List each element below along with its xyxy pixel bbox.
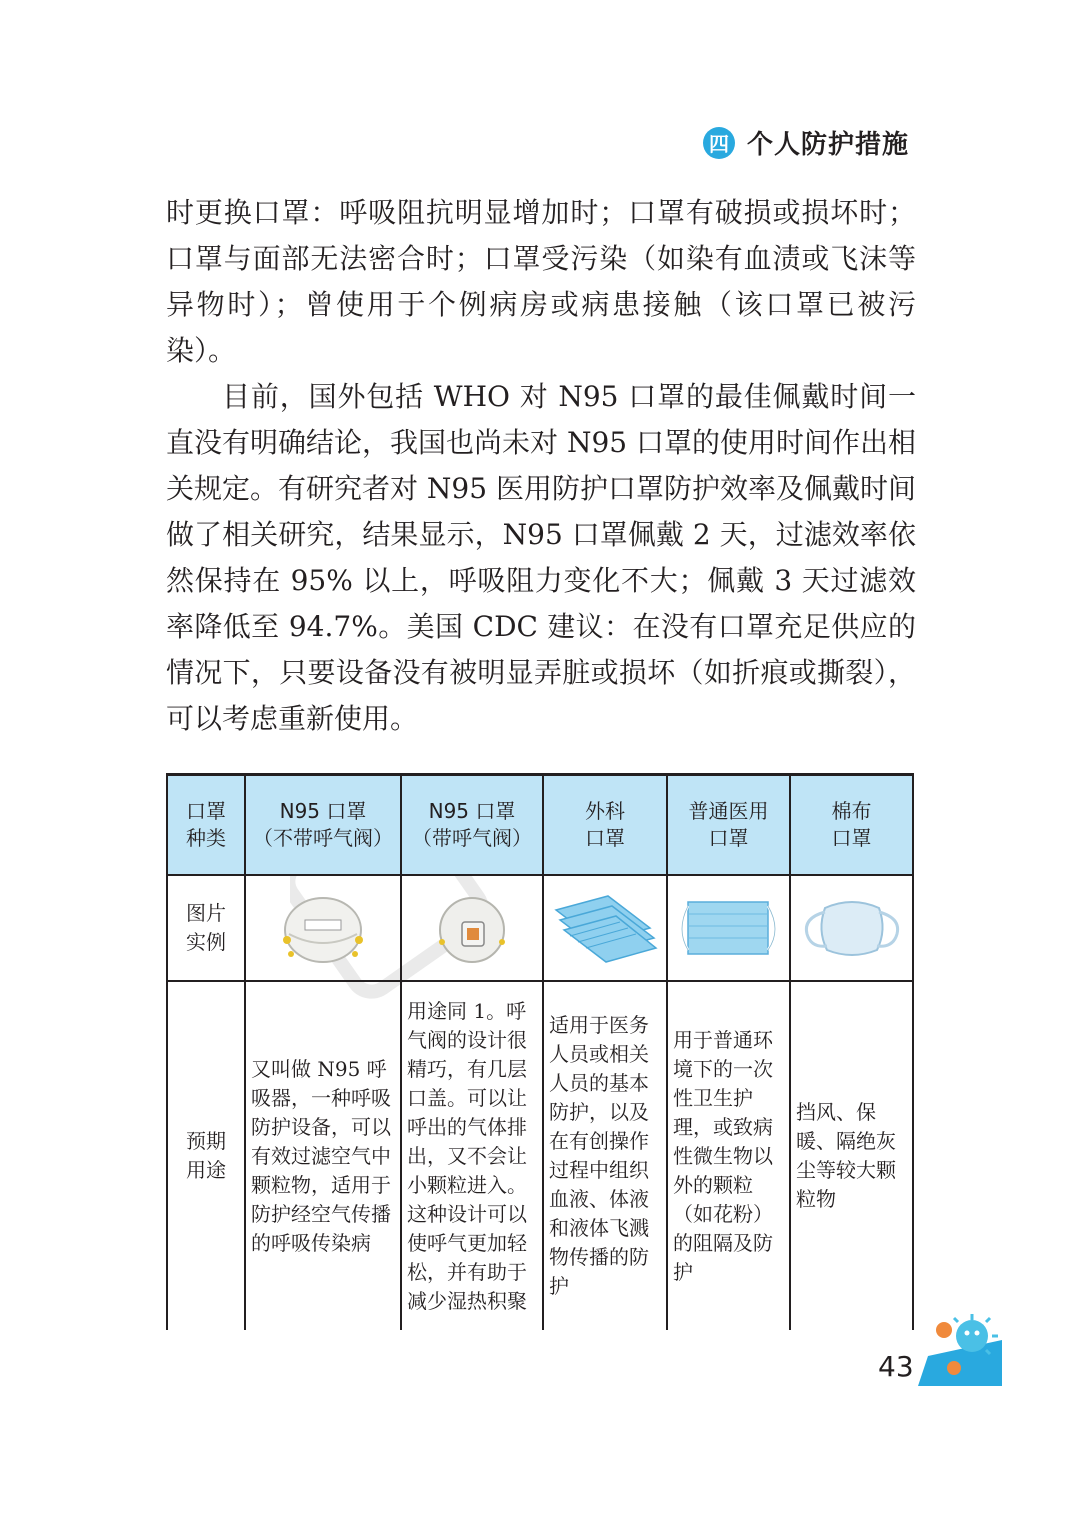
image-cell	[245, 875, 401, 981]
use-cell: 适用于医务人员或相关人员的基本防护，以及在有创操作过程中组织血液、体液和液体飞溅物传播的防护	[543, 981, 667, 1330]
row-label-use: 预期 用途	[167, 981, 245, 1330]
use-cell: 挡风、保暖、隔绝灰尘等较大颗粒物	[790, 981, 913, 1330]
column-header: N95 口罩 （带呼气阀）	[401, 775, 543, 876]
row-label-image: 图片 实例	[167, 875, 245, 981]
paragraph-2: 目前，国外包括 WHO 对 N95 口罩的最佳佩戴时间一直没有明确结论，我国也尚未对 N95 口罩的使用时间作出相关规定。有研究者对 N95 医用防护口罩防护效率及佩戴时间做了相关研究，结果显示，N95 口罩佩戴 2 天，过滤效率依然保持在 95% 以上，呼吸阻力变化不大；佩戴 3 天过滤效率降低至 94.7%。美国 CDC 建议：在没有口罩充足供应的情况下，只要设备没有被明显弄脏或损坏（如折痕或撕裂），可以考虑重新使用。	[166, 380, 916, 735]
column-header: N95 口罩 （不带呼气阀）	[245, 775, 401, 876]
surgical-mask-stack-icon	[550, 890, 660, 966]
use-cell: 用途同 1。呼气阀的设计很精巧，有几层口盖。可以让呼出的气体排出，又不会让小颗粒进入。这种设计可以使呼气更加轻松，并有助于减少湿热积聚	[401, 981, 543, 1330]
cotton-mask-icon	[797, 890, 907, 966]
page-number: 43	[878, 1350, 914, 1383]
chapter-number-badge: 四	[703, 127, 735, 159]
chapter-title: 个人防护措施	[747, 130, 910, 160]
table-header-row	[167, 775, 913, 876]
use-cell: 用于普通环境下的一次性卫生护理，或致病性微生物以外的颗粒（如花粉）的阻隔及防护	[667, 981, 790, 1330]
image-cell	[401, 875, 543, 981]
n95-mask-no-valve-icon	[275, 890, 371, 966]
mask-comparison-table	[166, 773, 914, 1330]
column-header: 棉布 口罩	[790, 775, 913, 876]
image-cell	[790, 875, 913, 981]
table-image-row	[167, 875, 913, 981]
paragraph-1: 时更换口罩：呼吸阻抗明显增加时；口罩有破损或损坏时；口罩与面部无法密合时；口罩受污染（如染有血渍或飞沫等异物时）；曾使用于个例病房或病患接触（该口罩已被污染）。	[166, 196, 916, 367]
medical-mask-icon	[676, 890, 782, 966]
column-header: 外科 口罩	[543, 775, 667, 876]
virus-page-corner-icon	[918, 1310, 1002, 1386]
row-label-type: 口罩 种类	[167, 775, 245, 876]
use-cell: 又叫做 N95 呼吸器，一种呼吸防护设备，可以有效过滤空气中颗粒物，适用于防护经空气传播的呼吸传染病	[245, 981, 401, 1330]
image-cell	[667, 875, 790, 981]
chapter-header	[703, 124, 909, 161]
table-use-row	[167, 981, 913, 1330]
body-text	[166, 190, 916, 742]
image-cell	[543, 875, 667, 981]
n95-mask-with-valve-icon	[432, 890, 512, 966]
column-header: 普通医用 口罩	[667, 775, 790, 876]
